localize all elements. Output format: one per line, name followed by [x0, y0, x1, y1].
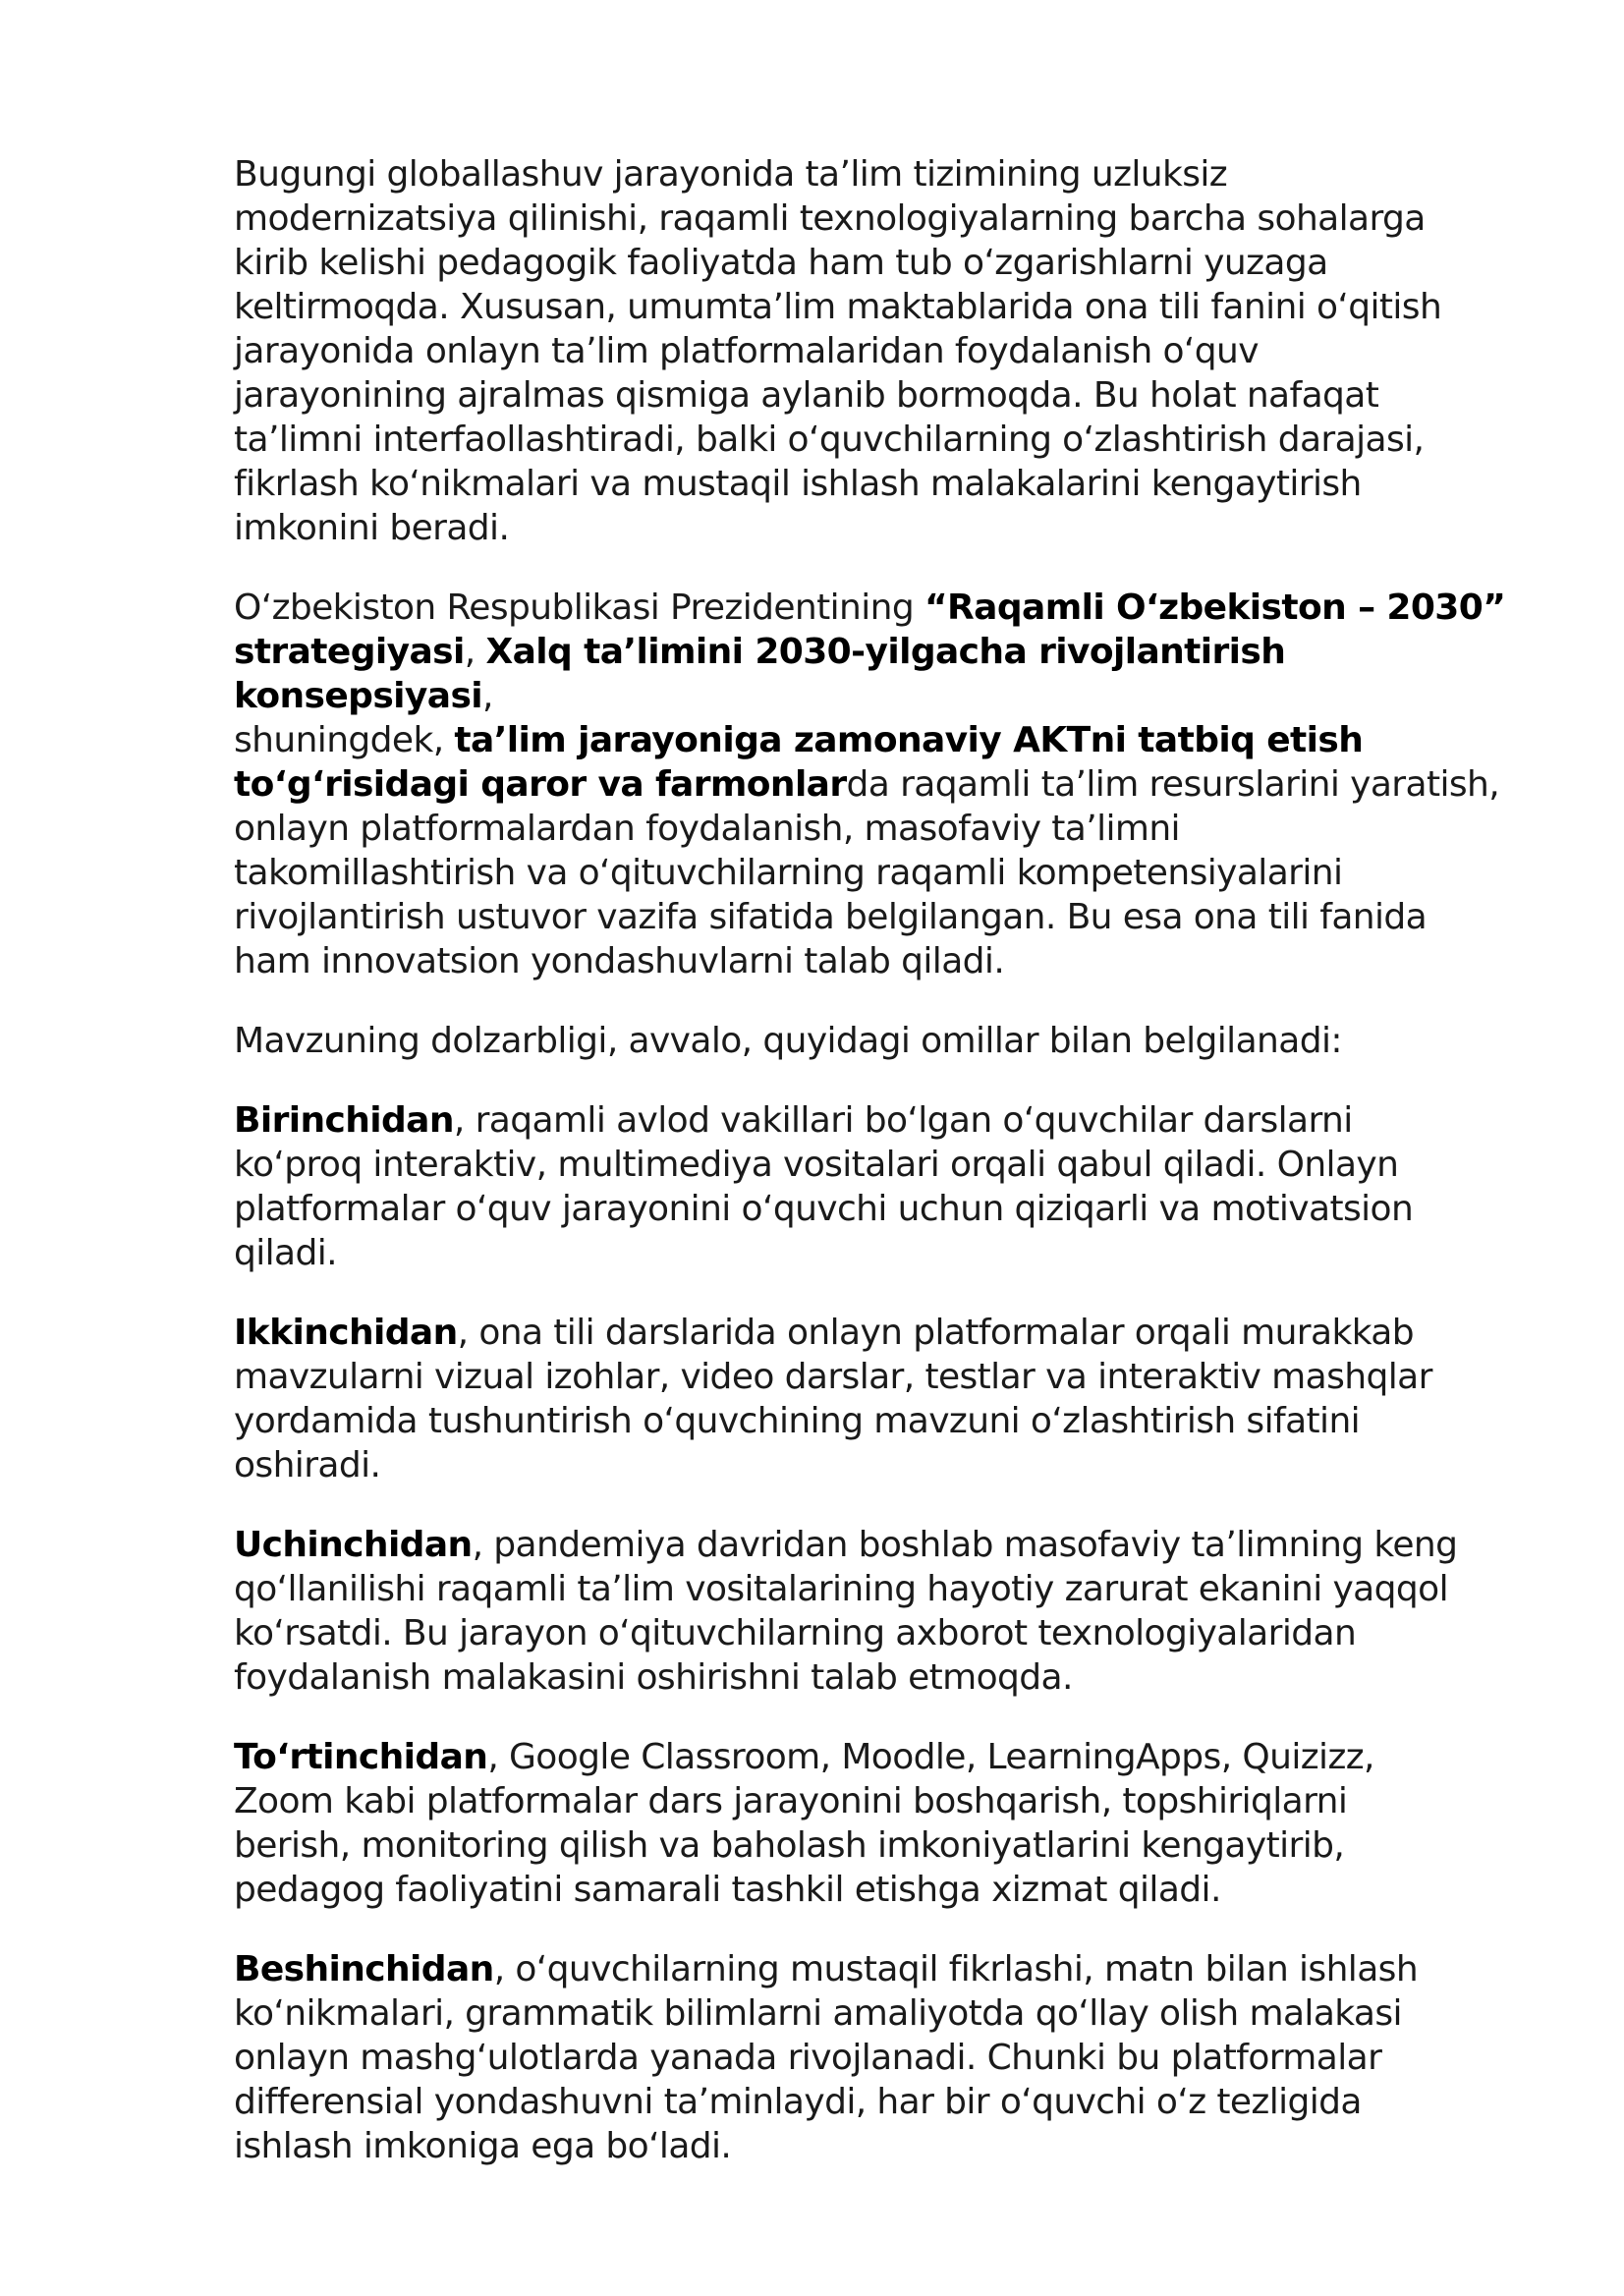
paragraph-fourth: [234, 1735, 1531, 1912]
paragraph-intro: [234, 152, 1531, 550]
paragraph-text: , o‘quvchilarning mustaqil fikrlashi, matn bilan ishlash ko‘nikmalari, grammatik bilimlarni amaliyotda qo‘llay olish malakasi onlayn mashg‘ulotlarda yanada rivojlanadi. Chunki bu platformalar differensial yondashuvni ta’minlaydi, har bir o‘quvchi o‘z tezligida ishlash imkoniga ega bo‘ladi.: [234, 1949, 1419, 2166]
bold-phrase: ta’lim jarayoniga zamonaviy AKTni tatbiq etish to‘g‘risidagi qaror va farmonlar: [234, 720, 1364, 805]
bold-lead: Birinchidan: [234, 1100, 454, 1141]
paragraph-third: [234, 1523, 1531, 1700]
paragraph-text: , pandemiya davridan boshlab masofaviy ta’limning keng qo‘llanilishi raqamli ta’lim vositalarining hayotiy zarurat ekanini yaqqol ko‘rsatdi. Bu jarayon o‘qituvchilarning axborot texnologiyalaridan foydalanish malakasini oshirishni talab etmoqda.: [234, 1525, 1458, 1698]
bold-lead: Ikkinchidan: [234, 1313, 458, 1353]
paragraph-text: Bugungi globallashuv jarayonida ta’lim tizimining uzluksiz modernizatsiya qilinishi, raqamli texnologiyalarning barcha sohalarga kirib kelishi pedagogik faoliyatda ham tub o‘zgarishlarni yuzaga keltirmoqda. Xususan, umumta’lim maktablarida ona tili fanini o‘qitish jarayonida onlayn ta’lim platformalaridan foydalanish o‘quv jarayonining ajralmas qismiga aylanib bormoqda. Bu holat nafaqat ta’limni interfaollashtiradi, balki o‘quvchilarning o‘zlashtirish darajasi, fikrlash ko‘nikmalari va mustaqil ishlash malakalarini kengaytirish imkonini beradi.: [234, 154, 1442, 548]
paragraph-text: , ona tili darslarida onlayn platformalar orqali murakkab mavzularni vizual izohlar, video darslar, testlar va interaktiv mashqlar yordamida tushuntirish o‘quvchining mavzuni o‘zlashtirish sifatini oshiradi.: [234, 1313, 1432, 1485]
paragraph-strategy: [234, 586, 1531, 983]
paragraph-first: [234, 1098, 1531, 1275]
paragraph-text: Mavzuning dolzarbligi, avvalo, quyidagi omillar bilan belgilanadi:: [234, 1021, 1342, 1061]
paragraph-relevance: [234, 1019, 1531, 1063]
paragraph-text: O‘zbekiston Respublikasi Prezidentining: [234, 588, 924, 628]
bold-phrase: Xalq ta’limini 2030-yilgacha rivojlantirish konsepsiyasi: [234, 632, 1286, 716]
paragraph-text: , Google Classroom, Moodle, LearningApps, Quizizz, Zoom kabi platformalar dars jarayonini boshqarish, topshiriqlarni berish, monitoring qilish va baholash imkoniyatlarini kengaytirib, pedagog faoliyatini samarali tashkil etishga xizmat qiladi.: [234, 1737, 1374, 1910]
paragraph-fifth: [234, 1947, 1531, 2168]
bold-lead: Beshinchidan: [234, 1949, 494, 1989]
paragraph-second: [234, 1311, 1531, 1487]
paragraph-text: , raqamli avlod vakillari bo‘lgan o‘quvchilar darslarni ko‘proq interaktiv, multimediya vositalari orqali qabul qiladi. Onlayn platformalar o‘quv jarayonini o‘quvchi uchun qiziqarli va motivatsion qiladi.: [234, 1100, 1414, 1273]
bold-phrase: “Raqamli O‘zbekiston – 2030” strategiyasi: [234, 588, 1506, 672]
paragraph-text: , shuningdek,: [234, 676, 493, 760]
bold-lead: Uchinchidan: [234, 1525, 473, 1565]
paragraph-text: da raqamli ta’lim resurslarini yaratish, onlayn platformalardan foydalanish, masofaviy ta’limni takomillashtirish va o‘qituvchilarning raqamli kompetensiyalarini rivojlantirish ustuvor vazifa sifatida belgilangan. Bu esa ona tili fanida ham innovatsion yondashuvlarni talab qiladi.: [234, 764, 1500, 981]
bold-lead: To‘rtinchidan: [234, 1737, 488, 1777]
document-page: [234, 152, 1531, 2204]
paragraph-text: ,: [464, 632, 486, 672]
